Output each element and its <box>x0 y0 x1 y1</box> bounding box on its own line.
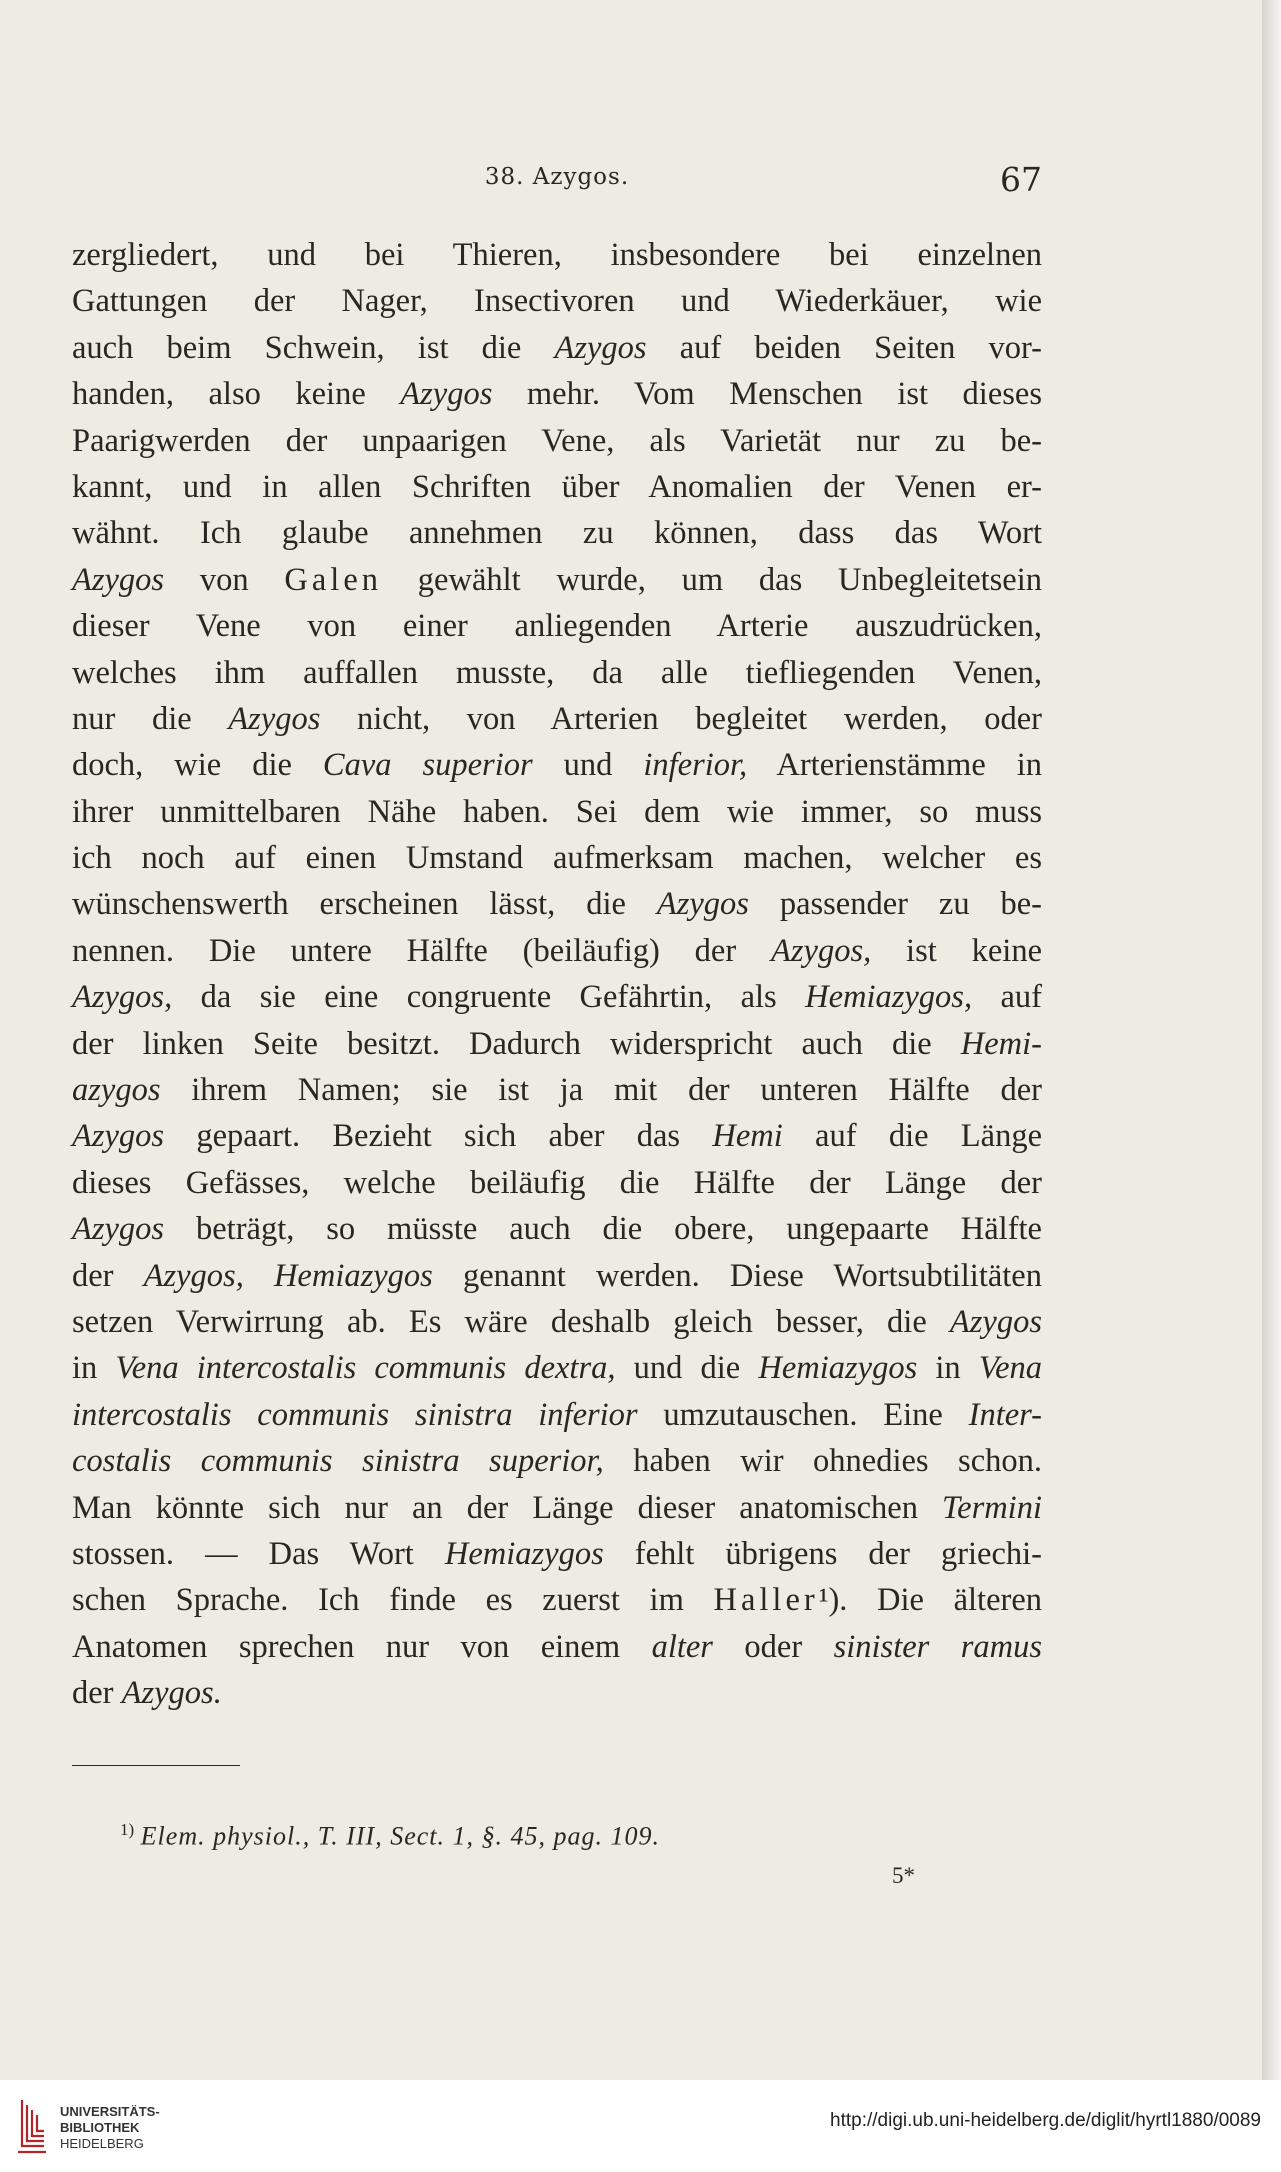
text-segment: der <box>72 1675 122 1712</box>
text-segment: der linken Seite besitzt. Dadurch widerspricht auch die <box>72 1025 961 1062</box>
text-line <box>72 1531 1042 1577</box>
italic-term: Vena <box>978 1350 1043 1387</box>
italic-term: sinister ramus <box>833 1628 1043 1665</box>
running-head <box>72 160 1042 200</box>
text-line <box>72 325 1042 371</box>
text-line <box>72 928 1042 974</box>
text-segment: nennen. Die untere Hälfte (beiläufig) der <box>72 932 772 969</box>
footnote-marker: 1) <box>120 1820 135 1839</box>
library-name-line-2: BIBLIOTHEK <box>60 2120 140 2135</box>
text-segment: genannt werden. Diese Wortsubtilitäten <box>432 1257 1042 1294</box>
italic-term: Azygos <box>72 1211 165 1248</box>
text-line <box>72 603 1042 649</box>
italic-term: Inter- <box>968 1396 1043 1433</box>
page-edge <box>1262 0 1281 2080</box>
italic-term: Azygos <box>72 561 165 598</box>
library-name-line-3: HEIDELBERG <box>60 2136 144 2151</box>
text-line <box>72 881 1042 927</box>
text-segment: dieses Gefässes, welche beiläufig die Hälfte der Länge der <box>72 1164 1042 1201</box>
text-line <box>72 371 1042 417</box>
spaced-name: Haller <box>713 1582 819 1619</box>
text-line <box>72 278 1042 324</box>
text-segment: handen, also keine <box>72 376 401 413</box>
text-segment: schen Sprache. Ich finde es zuerst im <box>72 1582 714 1619</box>
text-line <box>72 464 1042 510</box>
body-text <box>72 232 1042 1717</box>
text-line <box>72 742 1042 788</box>
footnote-rule <box>72 1765 240 1766</box>
text-segment: Paarigwerden der unpaarigen Vene, als Varietät nur zu be- <box>72 422 1042 459</box>
italic-term: Azygos. <box>121 1675 222 1712</box>
text-segment: nicht, von Arterien begleitet werden, oder <box>320 700 1042 737</box>
text-line <box>72 510 1042 556</box>
text-segment: mehr. Vom Menschen ist dieses <box>492 376 1042 413</box>
text-segment: gewählt wurde, um das Unbegleitetsein <box>382 561 1042 598</box>
italic-term: Azygos <box>400 376 493 413</box>
text-line <box>72 974 1042 1020</box>
text-segment: auf die Länge <box>782 1118 1042 1155</box>
text-segment: Gattungen der Nager, Insectivoren und Wiederkäuer, wie <box>72 283 1042 320</box>
text-segment: nur die <box>72 700 229 737</box>
source-url-link[interactable]: http://digi.ub.uni-heidelberg.de/diglit/hyrtl1880/0089 <box>830 2110 1261 2131</box>
text-segment: fehlt übrigens der griechi- <box>603 1535 1042 1572</box>
italic-term: Azygos, <box>72 979 173 1016</box>
italic-term: Azygos, <box>771 932 872 969</box>
text-segment: setzen Verwirrung ab. Es wäre deshalb gleich besser, die <box>72 1303 950 1340</box>
italic-term: alter <box>651 1628 713 1665</box>
text-segment: haben wir ohnedies schon. <box>603 1443 1042 1480</box>
italic-term: costalis communis sinistra superior, <box>72 1443 604 1480</box>
text-line <box>72 1253 1042 1299</box>
text-line <box>72 835 1042 881</box>
text-segment: wähnt. Ich glaube annehmen zu können, dass das Wort <box>72 515 1042 552</box>
text-segment: auf <box>972 979 1042 1016</box>
text-line <box>72 1577 1042 1623</box>
text-segment: beträgt, so müsste auch die obere, ungepaarte Hälfte <box>164 1211 1042 1248</box>
library-logo-icon <box>16 2096 50 2156</box>
text-line <box>72 789 1042 835</box>
text-line <box>72 557 1042 603</box>
text-line <box>72 1392 1042 1438</box>
text-segment: ihrem Namen; sie ist ja mit der unteren Hälfte der <box>160 1072 1042 1109</box>
footnote-text: Elem. physiol., T. III, Sect. 1, §. 45, pag. 109. <box>140 1821 661 1851</box>
italic-term: azygos <box>72 1072 161 1109</box>
text-segment: ich noch auf einen Umstand aufmerksam machen, welcher es <box>72 840 1042 877</box>
italic-term: Hemiazygos <box>758 1350 918 1387</box>
text-line <box>72 1067 1042 1113</box>
text-line <box>72 1485 1042 1531</box>
library-name <box>60 2104 160 2152</box>
text-segment: doch, wie die <box>72 747 323 784</box>
text-segment: von <box>164 561 285 598</box>
text-segment: passender zu be- <box>748 886 1042 923</box>
text-segment: ist keine <box>871 932 1042 969</box>
text-segment: dieser Vene von einer anliegenden Arterie auszudrücken, <box>72 608 1042 645</box>
text-line <box>72 1021 1042 1067</box>
italic-term: Hemiazygos, <box>805 979 973 1016</box>
text-segment: in <box>72 1350 116 1387</box>
italic-term: Azygos <box>72 1118 165 1155</box>
italic-term: intercostalis communis sinistra inferior <box>72 1396 638 1433</box>
text-line <box>72 1206 1042 1252</box>
text-segment: wünschenswerth erscheinen lässt, die <box>72 886 657 923</box>
text-segment: und <box>532 747 644 784</box>
text-segment: welches ihm auffallen musste, da alle tiefliegenden Venen, <box>72 654 1042 691</box>
text-segment: auch beim Schwein, ist die <box>72 329 555 366</box>
text-segment: und die <box>615 1350 759 1387</box>
text-line <box>72 1345 1042 1391</box>
text-segment: Anatomen sprechen nur von einem <box>72 1628 652 1665</box>
italic-term: inferior, <box>643 747 748 784</box>
text-segment: kannt, und in allen Schriften über Anomalien der Venen er- <box>72 468 1042 505</box>
italic-term: Azygos <box>656 886 749 923</box>
text-line <box>72 232 1042 278</box>
italic-term: Hemi- <box>960 1025 1042 1062</box>
text-segment: stossen. — Das Wort <box>72 1535 445 1572</box>
text-segment: Man könnte sich nur an der Länge dieser anatomischen <box>72 1489 943 1526</box>
library-name-line-1: UNIVERSITÄTS- <box>60 2104 160 2119</box>
text-segment: gepaart. Bezieht sich aber das <box>164 1118 713 1155</box>
text-segment: ¹). Die älteren <box>818 1582 1042 1619</box>
italic-term: Vena intercostalis communis dextra, <box>115 1350 616 1387</box>
italic-term: Termini <box>942 1489 1042 1526</box>
text-line <box>72 418 1042 464</box>
italic-term: Azygos <box>228 700 321 737</box>
text-segment: in <box>917 1350 979 1387</box>
text-line <box>72 1624 1042 1670</box>
text-segment: auf beiden Seiten vor- <box>646 329 1042 366</box>
text-line <box>72 1438 1042 1484</box>
footnote <box>120 1820 660 1852</box>
italic-term: Azygos <box>554 329 647 366</box>
text-segment: oder <box>712 1628 834 1665</box>
running-title: 38. Azygos. <box>484 164 630 190</box>
text-segment: da sie eine congruente Gefährtin, als <box>172 979 806 1016</box>
spaced-name: Galen <box>284 561 383 598</box>
page-number: 67 <box>1000 160 1042 199</box>
signature-mark: 5* <box>892 1863 915 1888</box>
text-line <box>72 1113 1042 1159</box>
text-line <box>72 650 1042 696</box>
text-segment: der <box>72 1257 144 1294</box>
text-segment: zergliedert, und bei Thieren, insbesondere bei einzelnen <box>72 237 1042 273</box>
text-line <box>72 1299 1042 1345</box>
text-segment: umzutauschen. Eine <box>637 1396 969 1433</box>
italic-term: Hemiazygos <box>444 1535 604 1572</box>
italic-term: Azygos, Hemiazygos <box>143 1257 433 1294</box>
text-segment: ihrer unmittelbaren Nähe haben. Sei dem wie immer, so muss <box>72 793 1042 830</box>
text-line <box>72 696 1042 742</box>
text-line <box>72 1670 1042 1716</box>
italic-term: Hemi <box>712 1118 783 1155</box>
text-segment: Arterienstämme in <box>747 747 1043 784</box>
text-line <box>72 1160 1042 1206</box>
italic-term: Cava superior <box>322 747 533 784</box>
italic-term: Azygos <box>949 1303 1042 1340</box>
